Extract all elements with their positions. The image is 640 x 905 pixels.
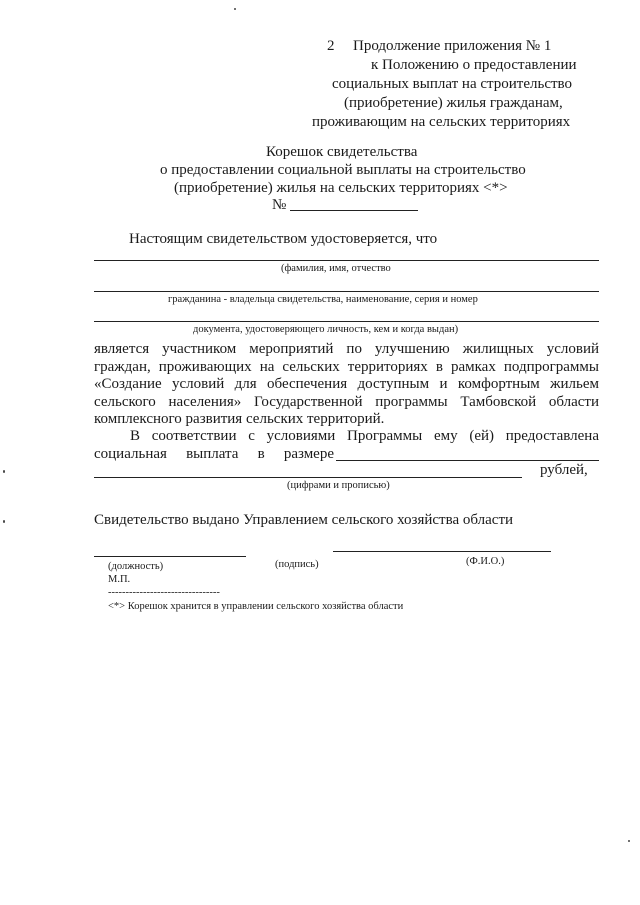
header-line-3: социальных выплат на строительство (332, 76, 573, 92)
paragraph-1-line-3: «Создание условий для обеспечения доступным и комфортным жильем (94, 376, 599, 392)
name-field-line (333, 551, 551, 552)
paragraph-1-line-2: граждан, проживающих на сельских территориях в рамках подпрограммы (94, 358, 599, 375)
name-caption: (Ф.И.О.) (466, 556, 505, 567)
number-field-line (290, 210, 418, 211)
scan-speck (234, 8, 236, 10)
amount-field-line-2 (94, 477, 522, 478)
fio-field-line (94, 260, 599, 261)
paragraph-1 (94, 341, 599, 429)
amount-field-line-1 (336, 460, 599, 461)
stamp-label: М.П. (108, 574, 131, 585)
paragraph-1-line-5: комплексного развития сельских территорий. (94, 411, 385, 427)
citizen-caption: гражданина - владельца свидетельства, наименование, серия и номер (168, 294, 478, 305)
title-line-1: Корешок свидетельства (266, 144, 418, 160)
header-line-1: Продолжение приложения № 1 (353, 38, 552, 54)
number-label: № (272, 197, 287, 213)
scan-speck (3, 470, 5, 473)
amount-caption: (цифрами и прописью) (287, 480, 390, 491)
signature-caption: (подпись) (275, 559, 319, 570)
title-line-2: о предоставлении социальной выплаты на строительство (160, 162, 526, 178)
position-field-line (94, 556, 246, 557)
page-number: 2 (327, 38, 335, 54)
header-line-5: проживающим на сельских территориях (312, 114, 571, 130)
paragraph-2-line-1: В соответствии с условиями Программы ему (ей) предоставлена (130, 428, 599, 444)
issued-by-text: Свидетельство выдано Управлением сельского хозяйства области (94, 512, 514, 528)
paragraph-2-line-2: социальная выплата в размере (94, 446, 334, 462)
currency-label: рублей, (540, 462, 588, 478)
intro-text: Настоящим свидетельством удостоверяется, что (129, 231, 438, 247)
header-line-2: к Положению о предоставлении (371, 57, 577, 73)
header-line-4: (приобретение) жилья гражданам, (344, 95, 563, 111)
document-caption: документа, удостоверяющего личность, кем и когда выдан) (193, 324, 459, 335)
title-line-3: (приобретение) жилья на сельских территориях <*> (174, 180, 508, 196)
scan-speck (628, 840, 630, 842)
citizen-field-line (94, 291, 599, 292)
document-field-line (94, 321, 599, 322)
footnote-separator: -------------------------------- (108, 587, 220, 598)
scan-speck (3, 520, 5, 523)
position-caption: (должность) (108, 561, 164, 572)
paragraph-1-line-1: является участником мероприятий по улучшению жилищных условий (94, 341, 599, 357)
fio-caption: (фамилия, имя, отчество (281, 263, 391, 274)
footnote-text: <*> Корешок хранится в управлении сельского хозяйства области (108, 601, 404, 612)
paragraph-1-line-4: сельского населения» Государственной программы Тамбовской области (94, 393, 599, 410)
